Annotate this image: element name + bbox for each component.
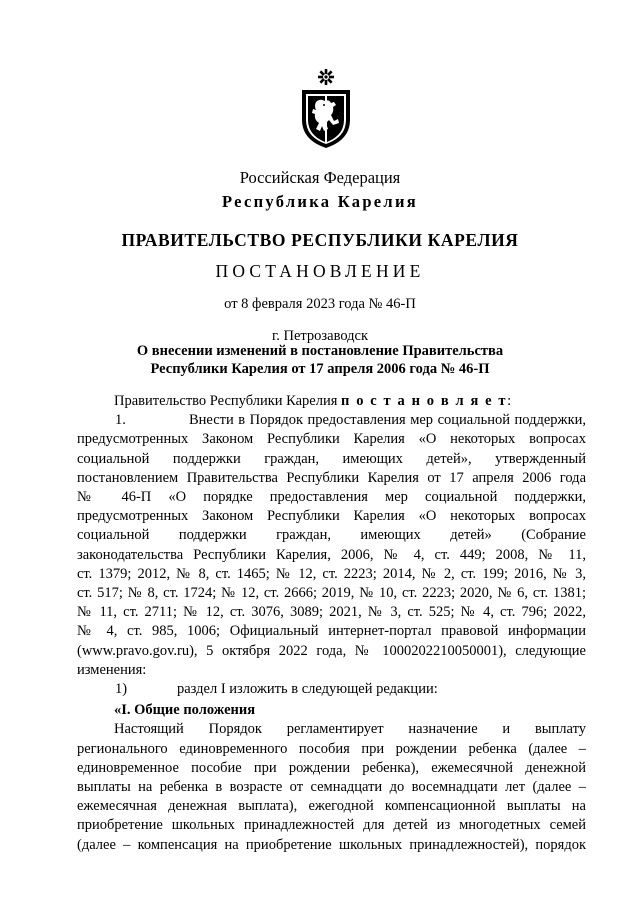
item1-line: ст. 1379; 2012, № 8, ст. 1465; № 12, ст. 2223; 2014, № 2, ст. 199; 2016, № 3, (77, 565, 586, 582)
preamble: Правительство Республики Карелия п о с т а н о в л я е т: (114, 393, 512, 409)
item1-line: 1. Внести в Порядок предоставления мер социальной поддержки, (77, 411, 586, 430)
subitem1-number: 1) (115, 681, 128, 698)
karelia-coat-of-arms-icon (296, 68, 356, 150)
item1-line: предусмотренных Законом Республики Карелия «О некоторых вопросах (77, 508, 586, 525)
item1-line: предусмотренных Законом Республики Карелия «О некоторых вопросах (77, 431, 586, 448)
section-line: приобретение школьных принадлежностей для детей из многодетных семей (77, 817, 586, 834)
section-line: ежемесячная денежная выплата), ежегодной компенсационной выплаты на (77, 798, 586, 815)
section-line: единовременное пособие при рождении ребенка), ежемесячной денежной (77, 759, 586, 776)
item1-line: законодательства Республики Карелия, 2006, № 4, ст. 449; 2008, № 11, (77, 546, 586, 563)
item1-line: (www.pravo.gov.ru), 5 октября 2022 года, № 1000202210050001), следующие (77, 642, 586, 659)
title-line-2: Республики Карелия от 17 апреля 2006 года № 46-П (150, 361, 490, 377)
item1-line: № 46-П «О порядке предоставления мер социальной поддержки, (77, 489, 586, 506)
country-name: Российская Федерация (239, 168, 401, 187)
subitem1: 1) раздел I изложить в следующей редакции: (77, 680, 586, 699)
item1-line: № 11, ст. 2711; № 12, ст. 3076, 3089; 2021, № 3, ст. 525; № 4, ст. 796; 2022, (77, 604, 586, 621)
item1-line: социальной поддержки граждан, имеющих детей» (Собрание (77, 527, 586, 544)
section-heading: «I. Общие положения (114, 702, 256, 719)
section-line: Настоящий Порядок регламентирует назначение и выплату (114, 721, 586, 738)
section-line: регионального единовременного пособия при рождении ребенка (далее – (77, 740, 586, 757)
preamble-verb: п о с т а н о в л я е т (341, 393, 508, 409)
item1-number: 1. (115, 412, 126, 429)
item1-line: изменения: (77, 661, 147, 678)
document-type: ПОСТАНОВЛЕНИЕ (215, 261, 425, 281)
section-line: выплаты на ребенка в возрасте от семнадцати до восемнадцати лет (далее – (77, 779, 586, 796)
title-line-1: О внесении изменений в постановление Правительства (136, 343, 504, 359)
item1-line: социальной поддержки граждан, имеющих детей», утвержденный (77, 450, 586, 467)
section-line: (далее – компенсация на приобретение школьных принадлежностей), порядок (77, 836, 586, 853)
item1-line: № 4, ст. 985, 1006; Официальный интернет-портал правовой информации (77, 623, 586, 640)
republic-name: Республика Карелия (221, 192, 419, 211)
city: г. Петрозаводск (271, 328, 369, 344)
item1-line: ст. 517; № 8, ст. 1724; № 12, ст. 2666; 2019, № 10, ст. 2223; 2020, № 6, ст. 1381; (77, 585, 586, 602)
date-number: от 8 февраля 2023 года № 46-П (224, 296, 416, 312)
item1-line: постановлением Правительства Республики Карелия от 17 апреля 2006 года (77, 469, 586, 486)
government-name: ПРАВИТЕЛЬСТВО РЕСПУБЛИКИ КАРЕЛИЯ (121, 230, 519, 250)
document-body (77, 392, 586, 855)
